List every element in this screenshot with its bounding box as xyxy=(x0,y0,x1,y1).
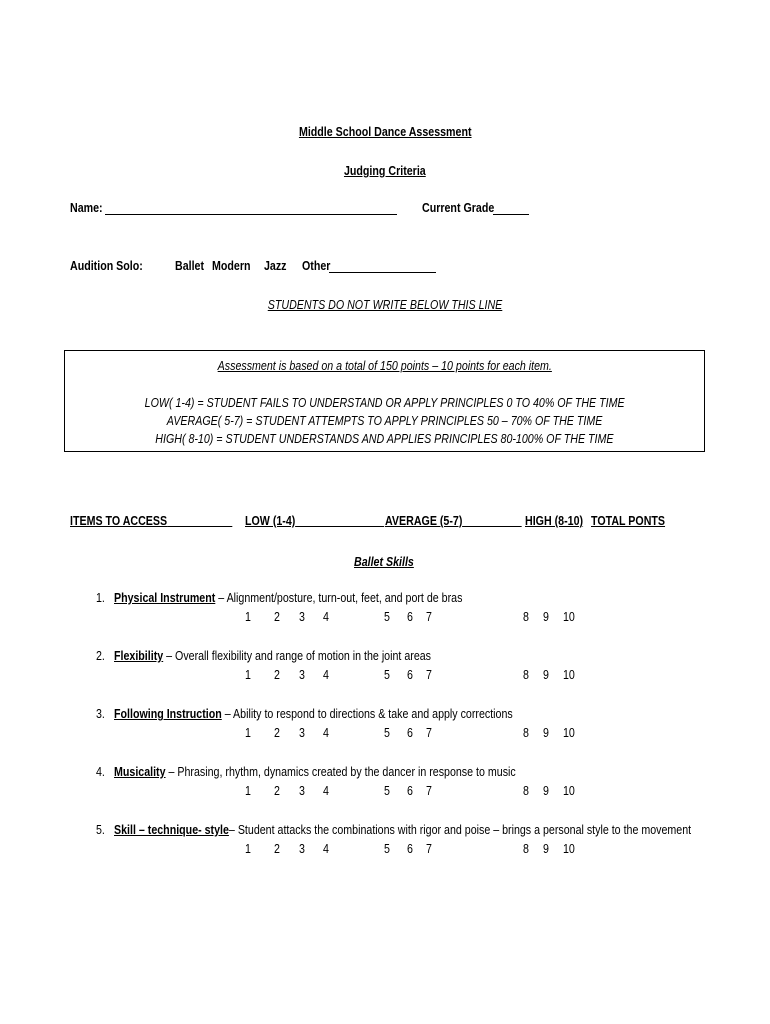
header-low: LOW (1-4) xyxy=(245,513,296,528)
item-description: – Ability to respond to directions & take and apply corrections xyxy=(221,706,513,721)
style-modern: Modern xyxy=(212,258,251,273)
score-option[interactable]: 10 xyxy=(563,725,575,740)
score-option[interactable]: 5 xyxy=(384,841,390,856)
score-option[interactable]: 7 xyxy=(426,783,432,798)
score-option[interactable]: 6 xyxy=(407,783,413,798)
score-option[interactable]: 5 xyxy=(384,667,390,682)
score-option[interactable]: 7 xyxy=(426,667,432,682)
score-option[interactable]: 1 xyxy=(245,667,251,682)
item-text xyxy=(114,822,691,837)
score-option[interactable]: 1 xyxy=(245,841,251,856)
score-option[interactable]: 6 xyxy=(407,609,413,624)
header-high: HIGH (8-10) xyxy=(525,513,584,528)
item-name: Physical Instrument xyxy=(114,590,216,605)
name-label: Name: xyxy=(70,200,103,215)
score-option[interactable]: 9 xyxy=(543,667,549,682)
style-ballet: Ballet xyxy=(175,258,205,273)
item-number: 4. xyxy=(96,764,105,779)
divider-note: STUDENTS DO NOT WRITE BELOW THIS LINE xyxy=(267,297,503,312)
score-option[interactable]: 9 xyxy=(543,609,549,624)
style-jazz: Jazz xyxy=(264,258,287,273)
header-total: TOTAL PONTS xyxy=(591,513,666,528)
item-number: 2. xyxy=(96,648,105,663)
item-name: Musicality xyxy=(114,764,166,779)
score-option[interactable]: 6 xyxy=(407,667,413,682)
item-number: 1. xyxy=(96,590,105,605)
score-option[interactable]: 3 xyxy=(299,783,305,798)
score-option[interactable]: 5 xyxy=(384,609,390,624)
score-option[interactable]: 4 xyxy=(323,725,329,740)
score-option[interactable]: 4 xyxy=(323,609,329,624)
item-name: Skill – technique- style xyxy=(114,822,229,837)
score-option[interactable]: 5 xyxy=(384,783,390,798)
score-option[interactable]: 3 xyxy=(299,725,305,740)
header-average: AVERAGE (5-7) xyxy=(385,513,463,528)
other-style-field[interactable] xyxy=(329,272,436,273)
score-option[interactable]: 1 xyxy=(245,609,251,624)
score-option[interactable]: 9 xyxy=(543,725,549,740)
item-text xyxy=(114,706,513,721)
header-items: ITEMS TO ACCESS xyxy=(70,513,168,528)
score-option[interactable]: 7 xyxy=(426,841,432,856)
score-option[interactable]: 2 xyxy=(274,667,280,682)
score-option[interactable]: 3 xyxy=(299,667,305,682)
criteria-box xyxy=(64,350,705,452)
score-option[interactable]: 9 xyxy=(543,783,549,798)
score-option[interactable]: 1 xyxy=(245,783,251,798)
item-description: – Phrasing, rhythm, dynamics created by the dancer in response to music xyxy=(165,764,516,779)
score-option[interactable]: 8 xyxy=(523,841,529,856)
item-text xyxy=(114,764,516,779)
score-option[interactable]: 10 xyxy=(563,841,575,856)
grade-field[interactable] xyxy=(493,214,529,215)
criteria-high: HIGH( 8-10) = STUDENT UNDERSTANDS AND APPLIES PRINCIPLES 80-100% OF THE TIME xyxy=(155,431,614,446)
score-option[interactable]: 10 xyxy=(563,667,575,682)
score-option[interactable]: 3 xyxy=(299,841,305,856)
score-option[interactable]: 2 xyxy=(274,783,280,798)
page-title: Middle School Dance Assessment xyxy=(298,124,472,139)
item-description: – Alignment/posture, turn-out, feet, and port de bras xyxy=(215,590,463,605)
item-text xyxy=(114,590,462,605)
score-option[interactable]: 7 xyxy=(426,725,432,740)
score-option[interactable]: 4 xyxy=(323,667,329,682)
section-title: Ballet Skills xyxy=(354,554,414,569)
score-option[interactable]: 9 xyxy=(543,841,549,856)
item-description: – Student attacks the combinations with rigor and poise – brings a personal style to the movement xyxy=(228,822,692,837)
grade-label: Current Grade xyxy=(422,200,495,215)
item-description: – Overall flexibility and range of motion in the joint areas xyxy=(163,648,432,663)
page-subtitle: Judging Criteria xyxy=(344,163,426,178)
score-option[interactable]: 8 xyxy=(523,609,529,624)
score-option[interactable]: 2 xyxy=(274,609,280,624)
style-other: Other xyxy=(302,258,331,273)
item-number: 3. xyxy=(96,706,105,721)
item-name: Flexibility xyxy=(114,648,164,663)
name-field[interactable] xyxy=(105,214,397,215)
item-name: Following Instruction xyxy=(114,706,222,721)
score-option[interactable]: 8 xyxy=(523,783,529,798)
score-option[interactable]: 3 xyxy=(299,609,305,624)
score-option[interactable]: 2 xyxy=(274,841,280,856)
score-option[interactable]: 6 xyxy=(407,725,413,740)
score-option[interactable]: 8 xyxy=(523,725,529,740)
audition-label: Audition Solo: xyxy=(70,258,143,273)
score-option[interactable]: 2 xyxy=(274,725,280,740)
score-option[interactable]: 7 xyxy=(426,609,432,624)
score-option[interactable]: 10 xyxy=(563,783,575,798)
score-option[interactable]: 8 xyxy=(523,667,529,682)
score-option[interactable]: 10 xyxy=(563,609,575,624)
item-number: 5. xyxy=(96,822,105,837)
item-text xyxy=(114,648,431,663)
score-option[interactable]: 4 xyxy=(323,783,329,798)
score-option[interactable]: 1 xyxy=(245,725,251,740)
criteria-low: LOW( 1-4) = STUDENT FAILS TO UNDERSTAND OR APPLY PRINCIPLES 0 TO 40% OF THE TIME xyxy=(144,395,625,410)
score-option[interactable]: 6 xyxy=(407,841,413,856)
score-option[interactable]: 5 xyxy=(384,725,390,740)
criteria-average: AVERAGE( 5-7) = STUDENT ATTEMPTS TO APPLY PRINCIPLES 50 – 70% OF THE TIME xyxy=(166,413,603,428)
criteria-intro: Assessment is based on a total of 150 points – 10 points for each item. xyxy=(217,358,552,373)
score-option[interactable]: 4 xyxy=(323,841,329,856)
